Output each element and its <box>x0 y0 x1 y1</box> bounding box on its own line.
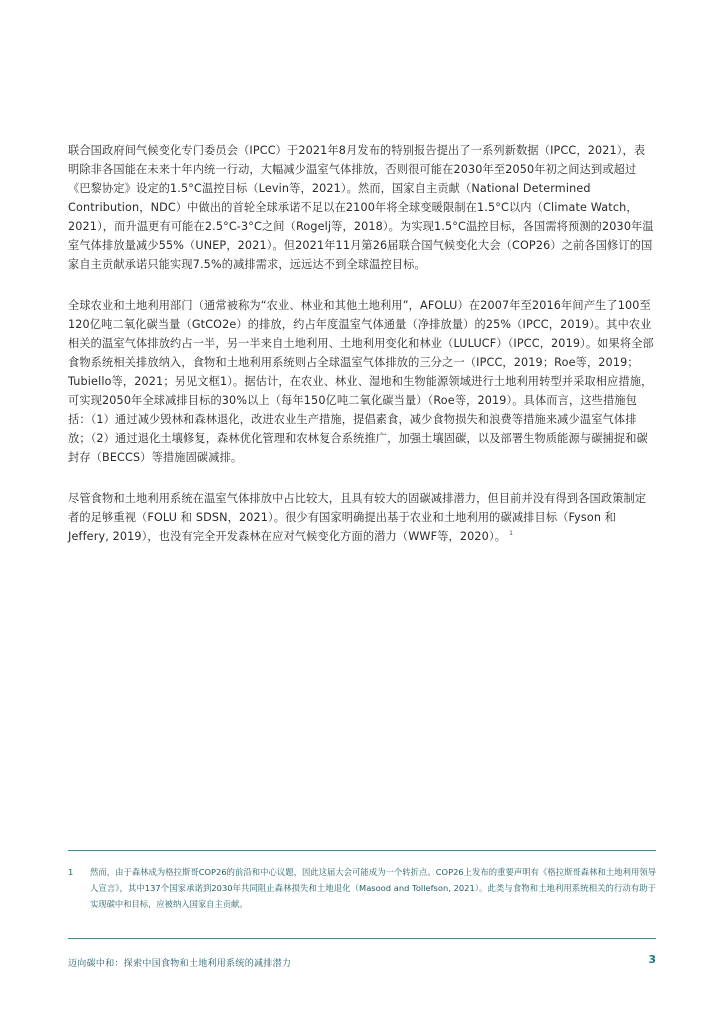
paragraph-afolu-emissions: 全球农业和土地利用部门（通常被称为“农业、林业和其他土地利用”，AFOLU）在2007年至2016年间产生了100至120亿吨二氧化碳当量（GtCO2e）的排放，约占年度温室气体通量（净排放量）的25%（IPCC，2019）。其中农业相关的温室气体排放约占一半，另一半来自土地利用、土地利用变化和林业（LULUCF）（IPCC，2019）。如果将全部食物系统相关排放纳入，食物和土地利用系统则占全球温室气体排放的三分之一（IPCC，2019；Roe等，2019；Tubiello等，2021；另见文框1）。据估计，在农业、林业、湿地和生物能源领域进行土地利用转型并采取相应措施，可实现2050年全球减排目标的30%以上（每年150亿吨二氧化碳当量）（Roe等，2019）。具体而言，这些措施包括：（1）通过减少毁林和森林退化，改进农业生产措施，提倡素食，减少食物损失和浪费等措施来减少温室气体排放；（2）通过退化土壤修复，森林优化管理和农林复合系统推广，加强土壤固碳，以及部署生物质能源与碳捕捉和碳封存（BECCS）等措施固碳减排。 <box>68 299 654 464</box>
paragraph-policy-attention-text: 尽管食物和土地利用系统在温室气体排放中占比较大，且具有较大的固碳减排潜力，但目前并没有得到各国政策制定者的足够重视（FOLU 和 SDSN，2021）。很少有国家明确提出基于农业和土地利用的碳减排目标（Fyson 和 Jeffery, 2019），也没有完全开发森林在应对气候变化方面的潜力（WWF等，2020）。 <box>68 492 647 543</box>
paragraph-ipcc-report: 联合国政府间气候变化专门委员会（IPCC）于2021年8月发布的特别报告提出了一系列新数据（IPCC，2021），表明除非各国能在未来十年内统一行动，大幅减少温室气体排放，否则很可能在2030年至2050年初之间达到或超过《巴黎协定》设定的1.5°C温控目标（Levin等，2021）。然而，国家自主贡献（National Determined Contribution，NDC）中做出的首轮全球承诺不足以在2100年将全球变暖限制在1.5°C以内（Climate Watch，2021），而升温更有可能在2.5°C-3°C之间（Rogelj等，2018）。为实现1.5°C温控目标，各国需将预测的2030年温室气体排放量减少55%（UNEP，2021）。但2021年11月第26届联合国气候变化大会（COP26）之前各国修订的国家自主贡献承诺只能实现7.5%的减排需求，远远达不到全球温控目标。 <box>68 144 654 271</box>
main-text <box>68 141 656 568</box>
footer-divider <box>68 938 656 939</box>
footnote-divider <box>68 850 656 851</box>
footnote-number: 1 <box>68 867 74 877</box>
paragraph-policy-attention <box>68 489 656 546</box>
page-number: 3 <box>648 953 656 966</box>
footnote-text: 然而，由于森林成为格拉斯哥COP26的前沿和中心议题，因此这届大会可能成为一个转折点。COP26上发布的重要声明有《格拉斯哥森林和土地利用领导人宣言》，其中137个国家承诺到2030年共同阻止森林损失和土地退化（Masood and Tollefson, 2021）。此类与食物和土地利用系统相关的行动有助于实现碳中和目标，应被纳入国家自主贡献。 <box>90 867 656 909</box>
footer-title: 迈向碳中和：探索中国食物和土地利用系统的减排潜力 <box>68 959 292 969</box>
footnote-reference[interactable]: 1 <box>509 529 514 537</box>
footnote <box>68 864 656 912</box>
